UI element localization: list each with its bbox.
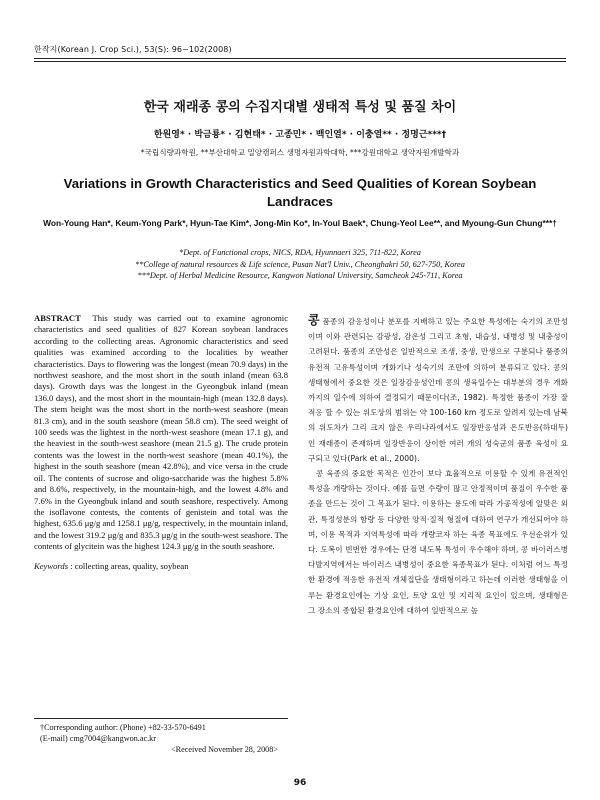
body-paragraph-1-text: 품종의 감응성이나 분포를 지배하고 있는 주요한 특성에는 숙기의 조만성이며 이와 관련되는 감광성, 감온성 그리고 초형, 내습성, 내병성 및 내충성이 고려된다. 품종의 조만성은 일반적으로 조생, 중생, 만생으로 구분되나 품종의 유전적 고유특성이며 개화기나 성숙기의 조만에 의하여 분류되고 있다. 콩의 생태형에서 중요한 것은 일장감응성인데 콩의 생육일수는 대부분의 경우 개화까지의 일수에 의하여 결정되기 때문이다(조, 1982). 특정한 품종이 가장 잘 적응 할 수 있는 위도상의 범위는 약 100-160 km 정도로 알려져 있는데 남북의 위도차가 그리 크지 않은 우리나라에서도 일장반응성과 온도반응(하대두)인 재래종이 존재하며 일장반응이 상이한 여러 개의 성숙군의 품종 육성이 요구되고 있다(Park et al., 2000). [308, 317, 569, 463]
header-rule [34, 58, 566, 59]
authors-korean: 한원영* · 박금룡* · 김현태* · 고종민* · 백인열* · 이충열** · 정명근***† [153, 130, 447, 140]
keywords-text: : collecting areas, quality, soybean [70, 560, 189, 571]
body-paragraph-1 [308, 313, 568, 466]
keywords-label: Keywords [34, 560, 69, 571]
authors-english: Won-Young Han*, Keum-Yong Park*, Hyun-Tae Kim*, Jong-Min Ko*, In-Youl Baek*, Chung-Yeol Lee**, and Myoung-Gun Chung***† [43, 218, 557, 228]
abstract [34, 313, 288, 553]
header-rule-thick [34, 61, 566, 62]
title-korean: 한국 재래종 콩의 수집지대별 생태적 특성 및 품질 차이 [143, 100, 457, 115]
page-number: 96 [293, 778, 307, 788]
body-column [308, 313, 568, 618]
journal-reference: 한작지(Korean J. Crop Sci.), 53(S): 96~102(2008) [34, 45, 232, 54]
abstract-column [34, 313, 288, 572]
affiliation-korean: *국립식량과학원, **부산대학교 밀양캠퍼스 생명자원과학대학, ***강원대학교 생약자원개발학과 [140, 148, 460, 157]
affiliation-en-1: *Dept. of Functional crops, NICS, RDA, Hyunnaeri 325, 711-822, Korea [179, 248, 421, 257]
author-email: (E-mail) cmg7004@kangwon.ac.kr [40, 734, 156, 743]
abstract-label: ABSTRACT [34, 313, 81, 323]
title-english: Variations in Growth Characteristics and Seed Qualities of Korean Soybean Landraces [63, 176, 537, 209]
keywords [34, 561, 288, 572]
footnote-rule [34, 718, 288, 719]
affiliations-english [30, 247, 570, 282]
drop-cap: 콩 [308, 313, 320, 327]
affiliation-en-2: **College of natural resources & Life science, Pusan Nat'l Univ., Cheonghakri 50, 627-750, Korea [135, 259, 465, 269]
corresponding-author: †Corresponding author: (Phone) +82-33-570-6491 [40, 723, 206, 732]
affiliation-en-3: ***Dept. of Herbal Medicine Resource, Kangwon National University, Samcheok 245-711, Korea [137, 271, 463, 280]
abstract-text: This study was carried out to examine agronomic characteristics and seed qualities of 827 Korean soybean landraces according to the collecting areas. Agronomic characteristics and seed qualities was examined according to the localities by weather characteristics. Days to flowering was the longest (mean 70.9 days) in the northwest seashore, and the most short in the south inland (mean 63.8 days). Growth days was the longest in the Gyeongbuk inland (mean 136.0 days), and the most short in the mountain-high (mean 132.8 days). The stem height was the most short in the north-west seashore (mean 81.3 cm), and in the south seashore (mean 58.8 cm). The seed weight of 100 seeds was the lightest in the north-west seashore (mean 17.1 g), and the heaviest in the south-west seashore (mean 21.5 g). The crude protein contents was the lowest in the north-west seashore (mean 40.1%), the highest in the south seashore (mean 42.8%), and vice versa in the crude oil. The contents of sucrose and oligo-saccharide was the highest 5.8% and 8.6%, respectively, in the mountain-high, and the lowest 4.8% and 7.6% in the Gyeongbuk inland and south seashore, respectively. Among the isoflavone contests, the contents of genistein and total was the highest, 635.6 μg/g and 1258.1 μg/g, respectively, in the mountain inland, and the lowest 319.2 μg/g and 835.3 μg/g in the south-west seashore. The contents of glycitein was the highest 124.3 μg/g in the south seashore. [34, 313, 289, 552]
received-date: <Received November 28, 2008> [170, 745, 278, 754]
body-paragraph-2: 콩 육종의 중요한 목적은 인간이 보다 효율적으로 이용할 수 있게 유전적인 특성을 개량하는 것이다. 예를 들면 수량이 많고 안정적이며 품질이 우수한 품종을 만드는 것이 그 목표가 된다. 이용하는 용도에 따라 가공적성에 알맞은 외관, 특정성분의 함량 등 다양한 양적·질적 형질에 대하여 연구가 개선되어야 하며, 이용 목적과 지역특성에 따라 개량코자 하는 육종 목표에도 우선순위가 있다. 도복이 빈번한 경우에는 단경 내도복 특성이 우수해야 하며, 콩 바이러스병 다발지역에서는 바이러스 내병성이 중요한 육종목표가 된다. 이처럼 어느 특정한 환경에 적응한 유전적 개체집단을 생태형이라고 하는데 이러한 생태형을 이루는 환경요인에는 기상 요인, 토양 요인 및 지리적 요인이 있으며, 생태형은 그 장소의 종합된 환경요인에 대하여 일반적으로 높 [308, 469, 568, 615]
footnote [40, 722, 288, 755]
